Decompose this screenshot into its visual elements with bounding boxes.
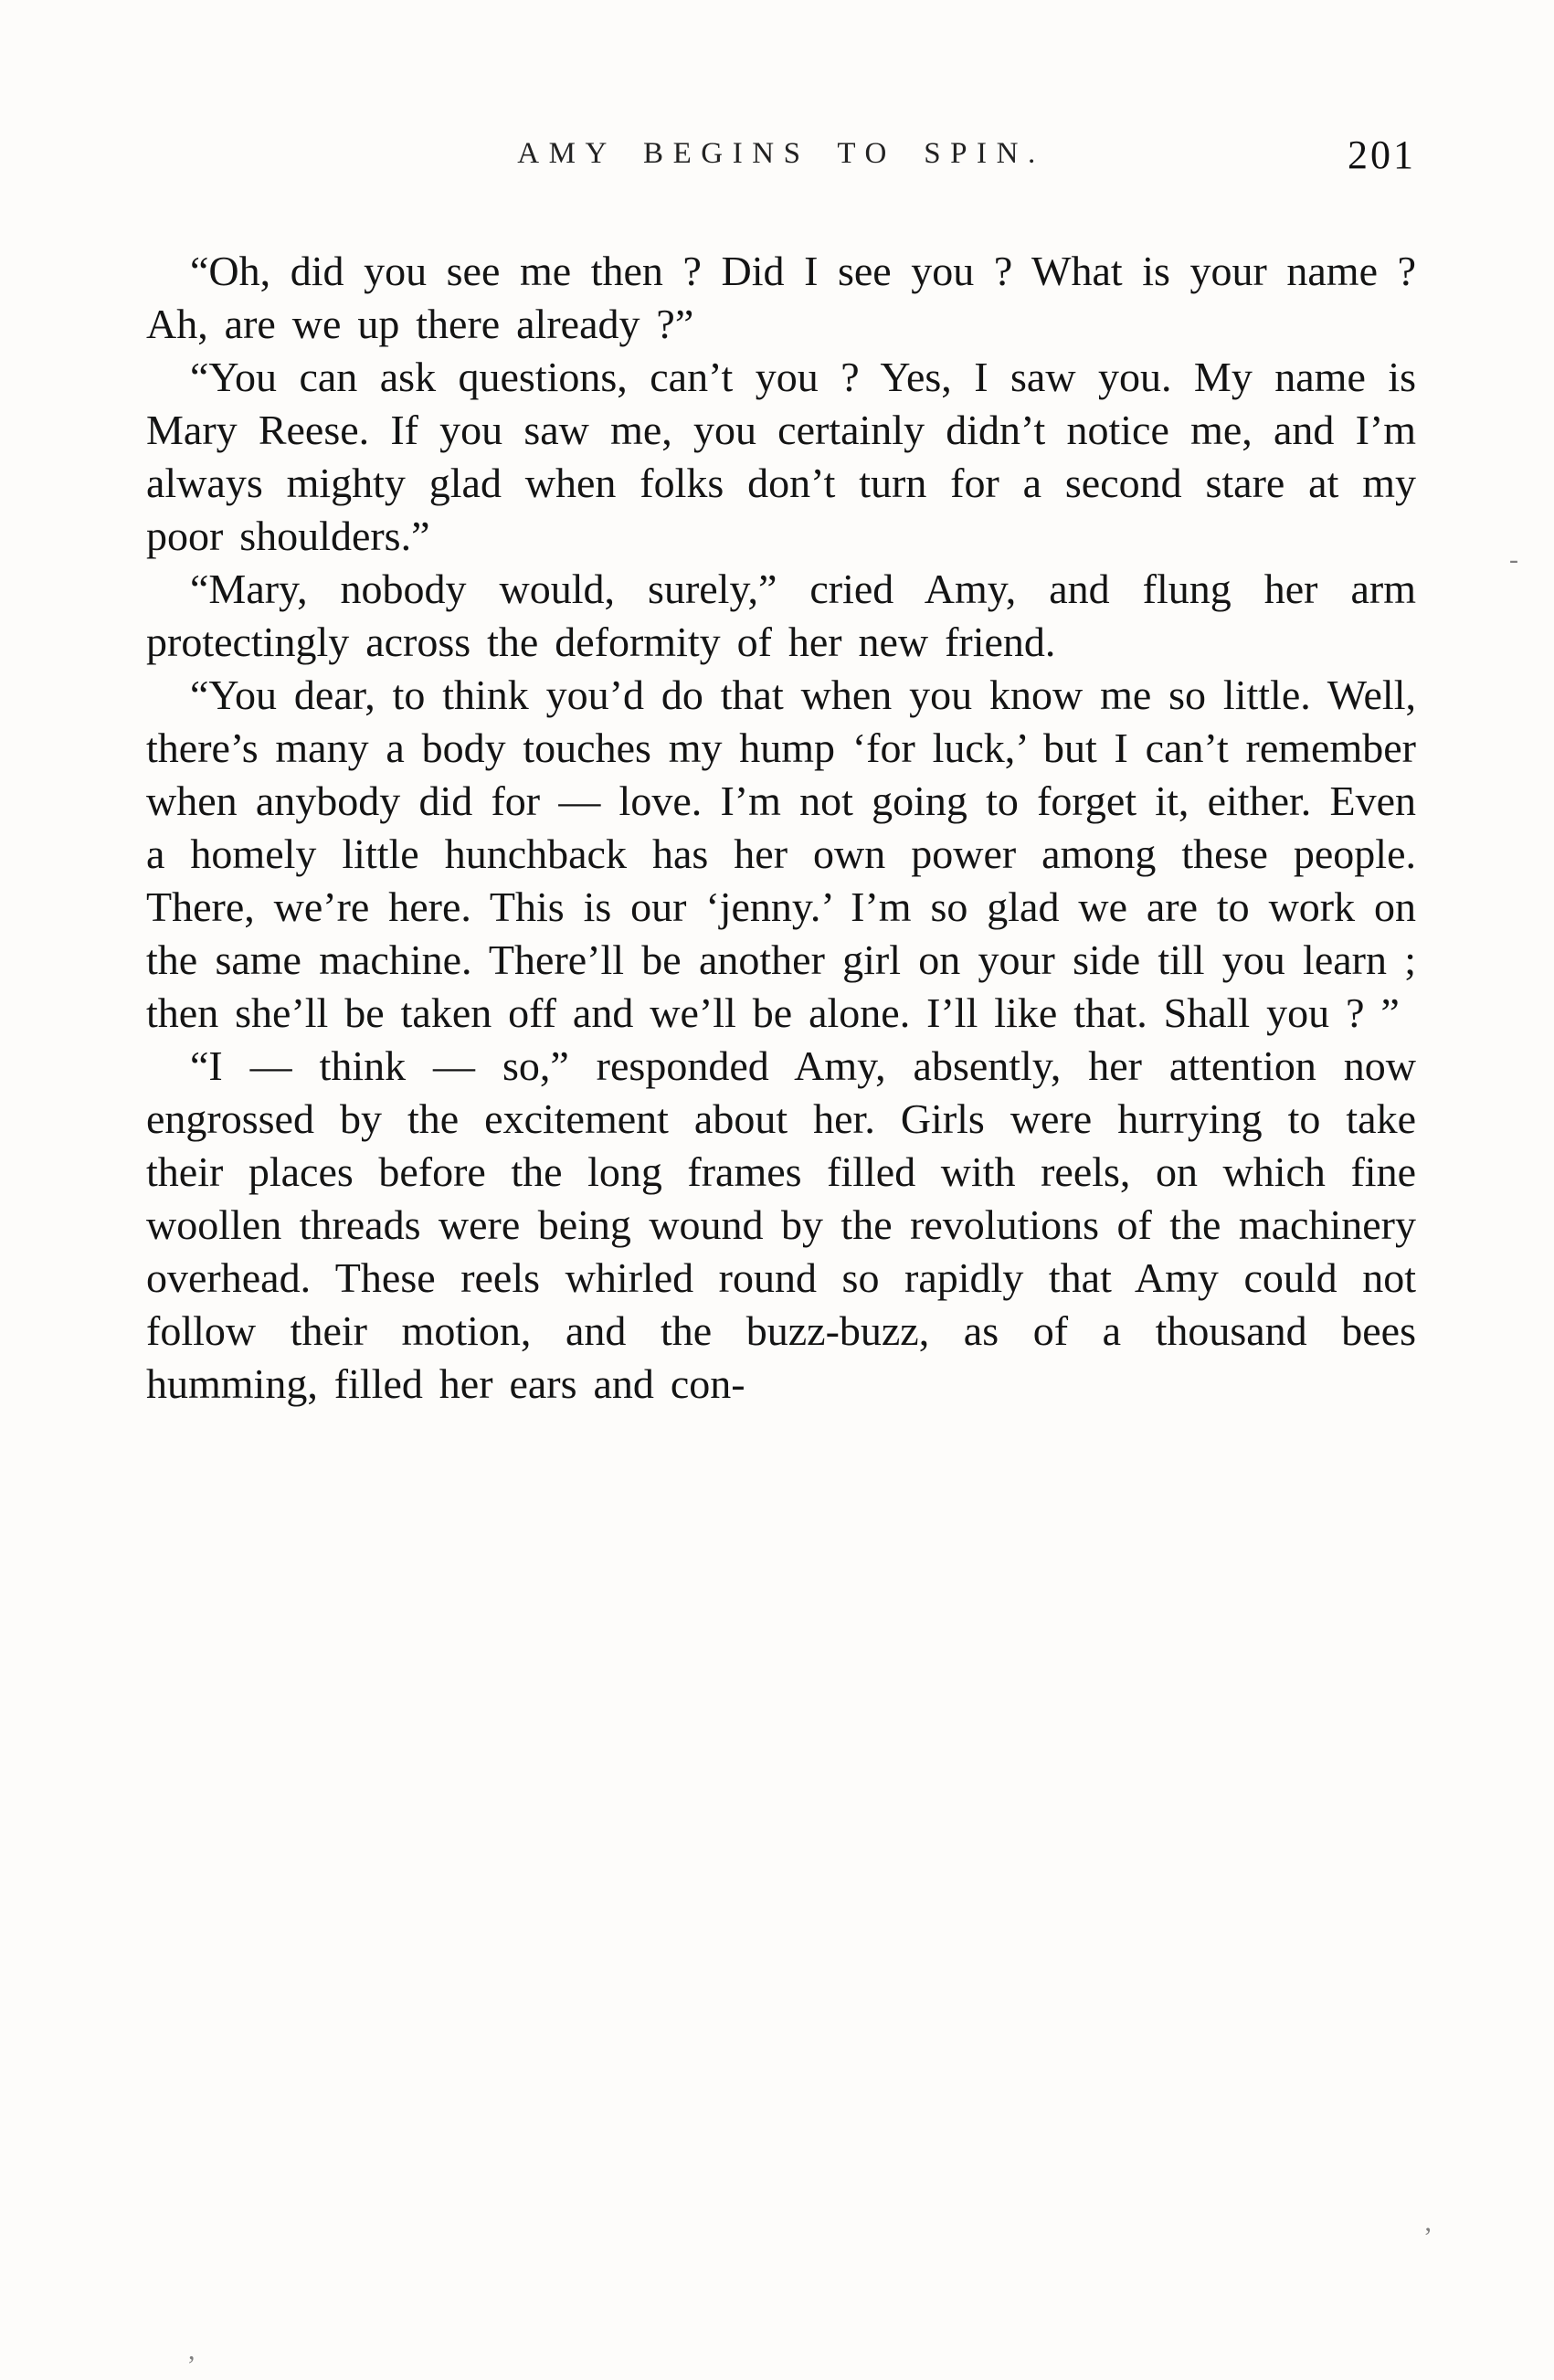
paragraph-5: “I — think — so,” responded Amy, absently, her attention now engrossed by the excitement about her. Girls were hurrying to take their places before the long frames filled with reels, on which fine woollen threads were being wound by the revolutions of the machinery overhead. These reels whirled round so rapidly that Amy could not follow their motion, and the buzz-buzz, as of a thousand bees humming, filled her ears and con- [146,1042,1416,1407]
page-number: 201 [1348,132,1416,177]
page-header [146,132,1416,192]
running-title: AMY BEGINS TO SPIN. [517,137,1045,170]
paragraph-4: “You dear, to think you’d do that when you know me so little. Well, there’s many a body touches my hump ‘for luck,’ but I can’t remember when anybody did for — love. I’m not going to forget it, either. Even a homely little hunchback has her own power among these people. There, we’re here. This is our ‘jenny.’ I’m so glad we are to work on the same machine. There’ll be another girl on your side till you learn ; then she’ll be taken off and we’ll be alone. I’ll like that. Shall you ? ” [146,672,1416,1036]
paragraph-2: “You can ask questions, can’t you ? Yes, I saw you. My name is Mary Reese. If you saw me, you certainly didn’t notice me, and I’m always mighty glad when folks don’t turn for a second stare at my poor shoulders.” [146,354,1416,559]
text-block [146,245,1416,1411]
paragraph-3: “Mary, nobody would, surely,” cried Amy, and flung her arm protectingly across the deformity of her new friend. [146,566,1416,665]
paragraph-1: “Oh, did you see me then ? Did I see you ? What is your name ? Ah, are we up there already ?” [146,248,1416,347]
scan-artifact-quote: ’ [1423,2222,1432,2252]
scan-artifact-dash: - [1509,545,1518,575]
scan-artifact-comma: , [188,2335,196,2365]
